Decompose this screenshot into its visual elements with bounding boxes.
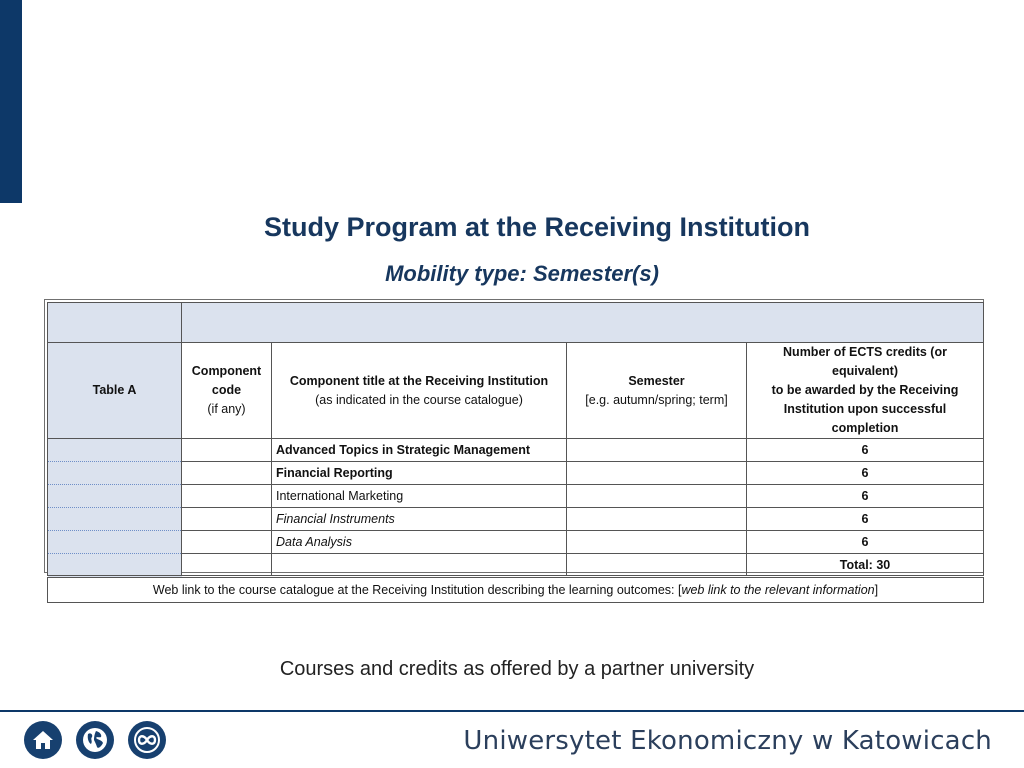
footer-nav: [24, 721, 166, 759]
course-ects: 6: [747, 439, 984, 462]
course-ects: 6: [747, 531, 984, 554]
course-title: International Marketing: [272, 485, 567, 508]
course-title: Data Analysis: [272, 531, 567, 554]
table-total-row: [48, 554, 984, 577]
header-ects: Number of ECTS credits (or equivalent) to be awarded by the Receiving Institution upon successful completion: [747, 343, 984, 439]
study-program-table: [47, 302, 984, 603]
study-program-table-frame: [44, 299, 984, 597]
course-ects: 6: [747, 485, 984, 508]
university-brand: Uniwersytet Ekonomiczny w Katowicach: [463, 726, 992, 756]
slide-caption: Courses and credits as offered by a partner university: [279, 658, 755, 680]
home-icon[interactable]: [24, 721, 62, 759]
course-title: Financial Reporting: [272, 462, 567, 485]
web-link-close: ]: [874, 583, 879, 597]
web-link-row: [48, 577, 984, 603]
infinity-icon[interactable]: [128, 721, 166, 759]
header-component-code: Component code (if any): [182, 343, 272, 439]
course-ects: 6: [747, 462, 984, 485]
slide-subtitle: Mobility type: Semester(s): [385, 261, 659, 286]
header-component-title: Component title at the Receiving Institution (as indicated in the course catalogue): [272, 343, 567, 439]
course-title: Advanced Topics in Strategic Management: [272, 439, 567, 462]
table-row: [48, 485, 984, 508]
web-link-text: Web link to the course catalogue at the Receiving Institution describing the learning outcomes: [: [152, 583, 682, 597]
footer-divider: [0, 710, 1024, 712]
web-link-placeholder[interactable]: web link to the relevant information: [681, 583, 875, 597]
table-header-row: [48, 343, 984, 439]
course-ects: 6: [747, 508, 984, 531]
header-semester: Semester [e.g. autumn/spring; term]: [567, 343, 747, 439]
globe-icon[interactable]: [76, 721, 114, 759]
table-row: [48, 439, 984, 462]
table-row: [48, 531, 984, 554]
ects-total: Total: 30: [747, 554, 984, 577]
table-label: Table A: [48, 343, 182, 439]
table-row: [48, 508, 984, 531]
side-accent-bar: [0, 0, 22, 203]
table-row: [48, 462, 984, 485]
table-top-band: [48, 303, 984, 343]
course-title: Financial Instruments: [272, 508, 567, 531]
slide-title: Study Program at the Receiving Institution: [263, 212, 811, 242]
